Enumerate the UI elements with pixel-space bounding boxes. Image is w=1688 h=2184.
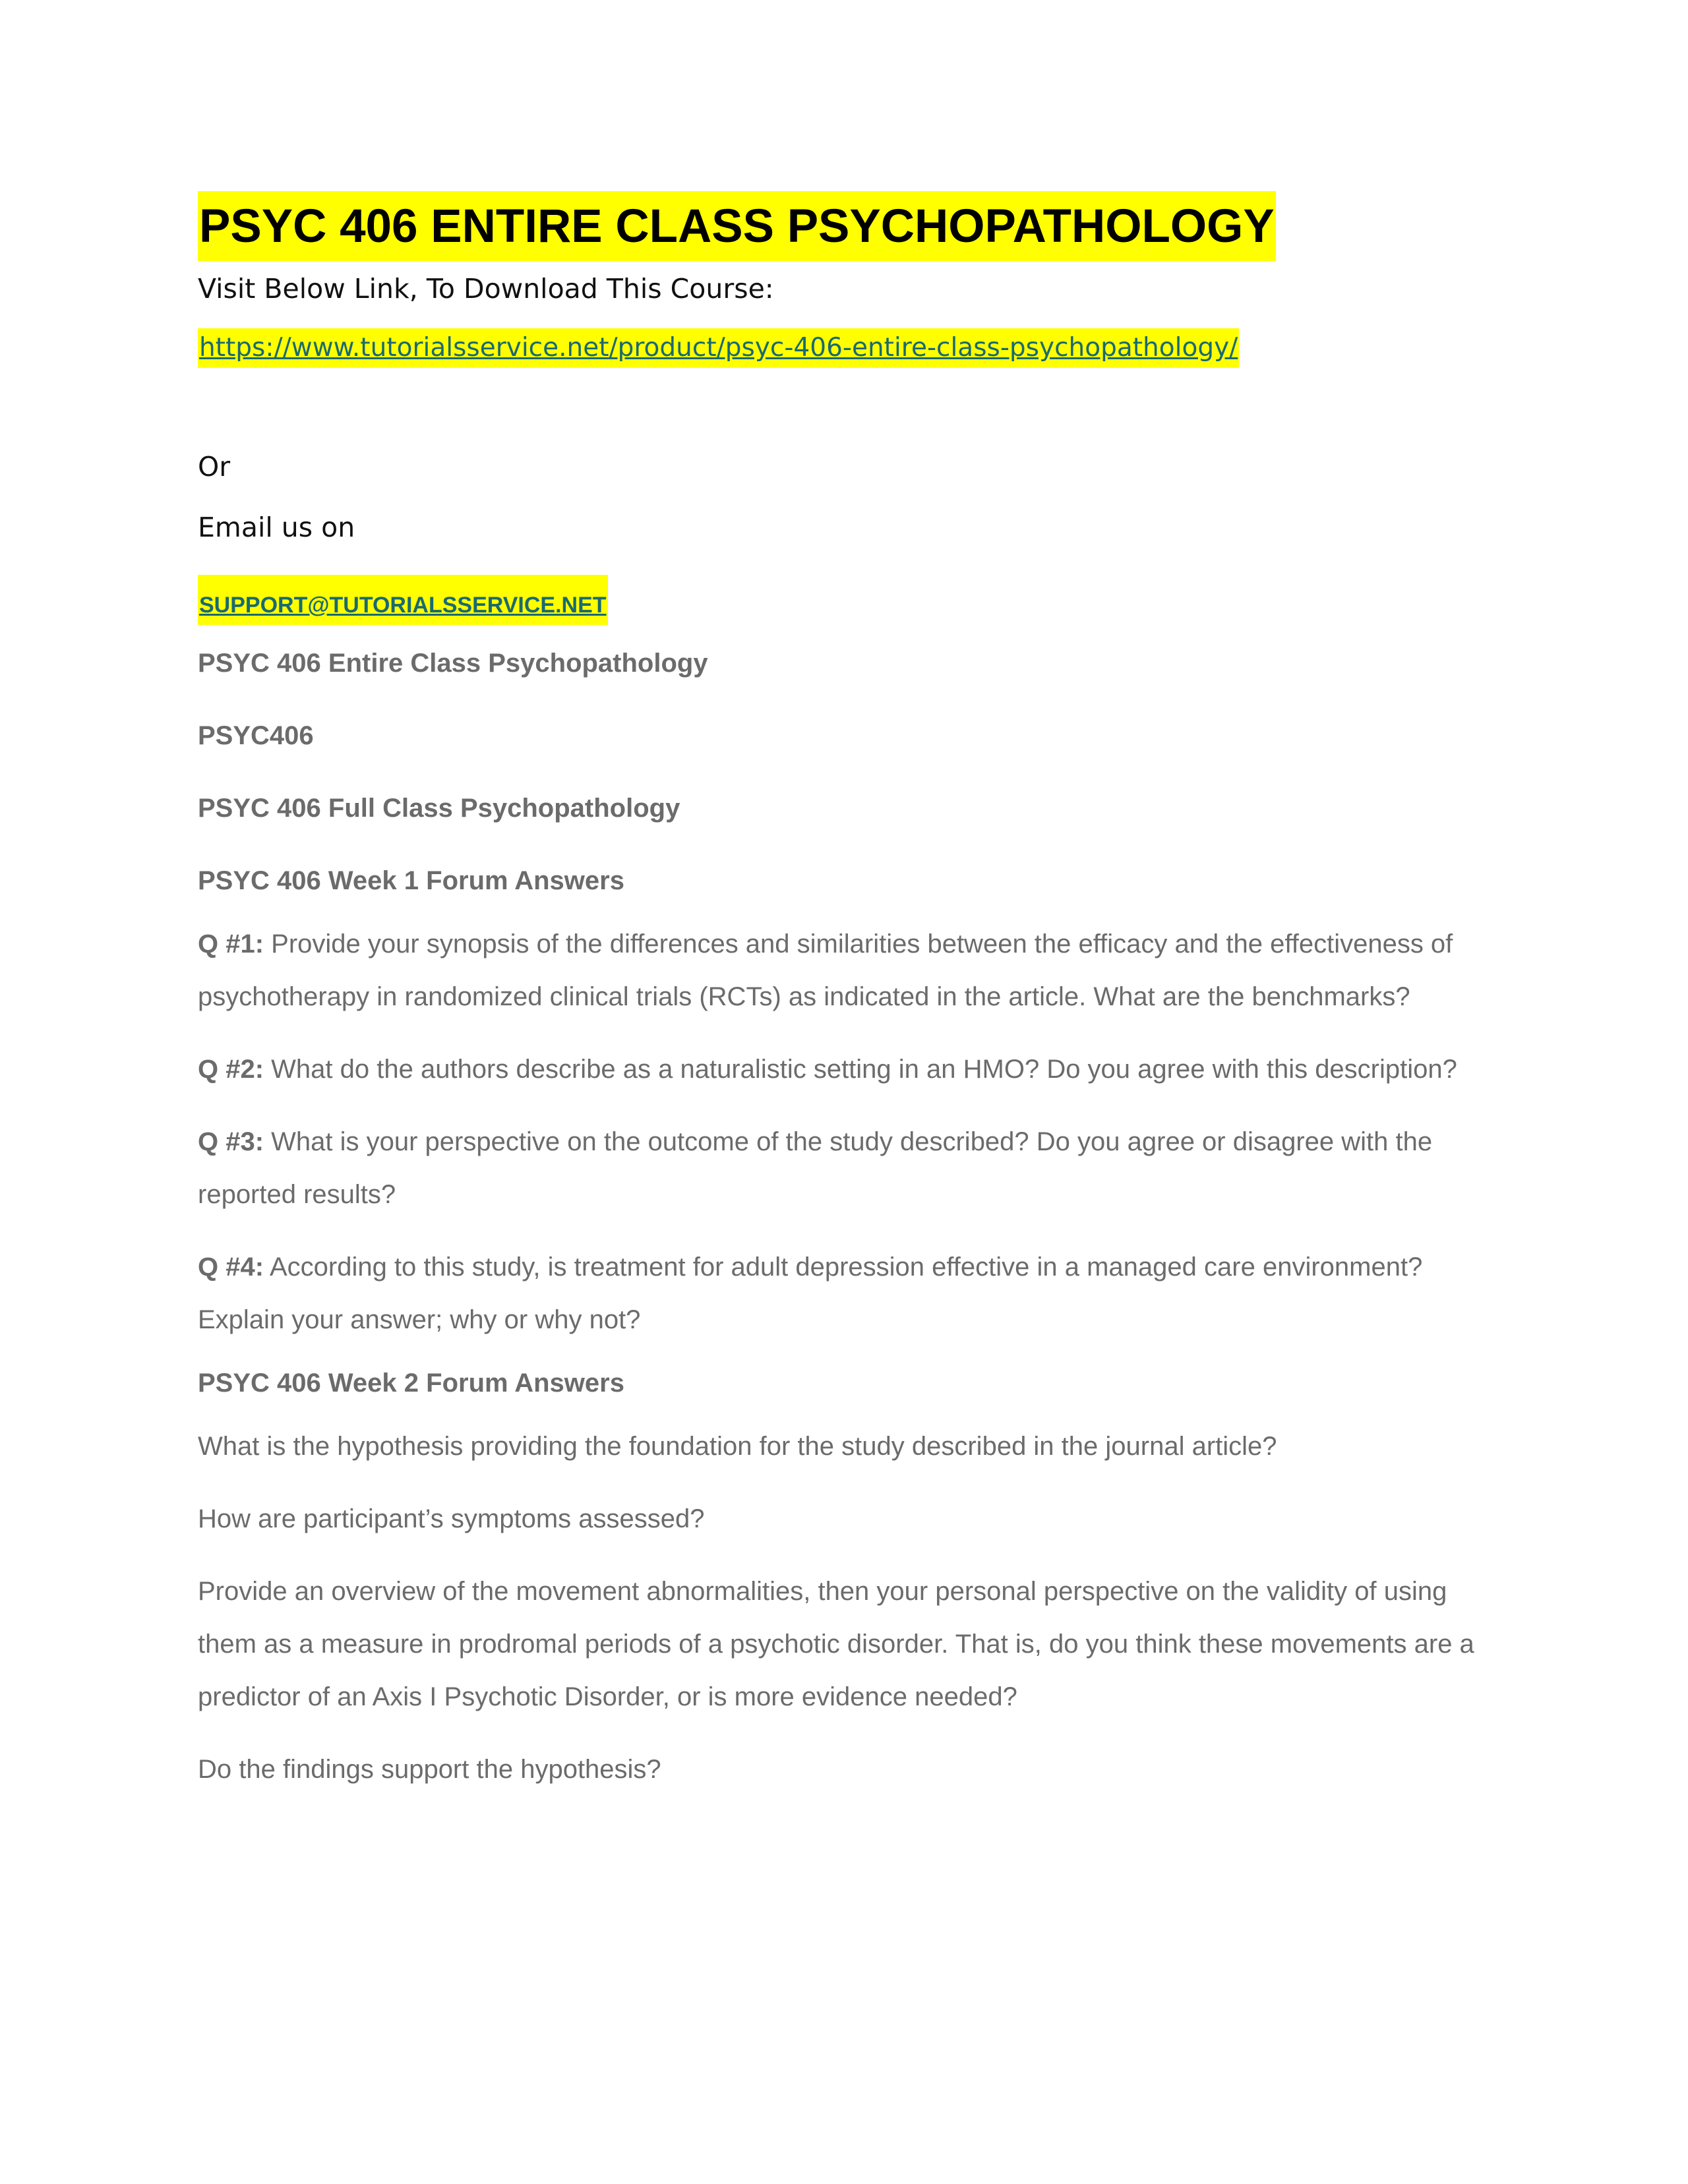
heading-full-class: PSYC 406 Full Class Psychopathology bbox=[198, 794, 680, 823]
week2-question-1: What is the hypothesis providing the foundation for the study described in the journal article? bbox=[198, 1432, 1277, 1461]
heading-week-2: PSYC 406 Week 2 Forum Answers bbox=[198, 1369, 624, 1398]
question-label: Q #1: bbox=[198, 930, 264, 959]
question-text: What do the authors describe as a naturalistic setting in an HMO? Do you agree with this description? bbox=[264, 1055, 1457, 1084]
week1-question-1 bbox=[198, 918, 1503, 1023]
document-content bbox=[198, 191, 1503, 1796]
week2-question-3: Provide an overview of the movement abnormalities, then your personal perspective on the validity of using them as a measure in prodromal periods of a psychotic disorder. That is, do you think these movements are a predictor of an Axis I Psychotic Disorder, or is more evidence needed? bbox=[198, 1577, 1474, 1711]
heading-entire-class: PSYC 406 Entire Class Psychopathology bbox=[198, 649, 708, 678]
email-us-text: Email us on bbox=[198, 512, 355, 543]
question-text: According to this study, is treatment for adult depression effective in a managed care environment? Explain your answer; why or why not? bbox=[198, 1253, 1423, 1334]
question-text: Provide your synopsis of the differences and similarities between the efficacy and the effectiveness of psychotherapy in randomized clinical trials (RCTs) as indicated in the article. What are the benchmarks? bbox=[198, 930, 1453, 1011]
support-email-link[interactable]: SUPPORT@TUTORIALSSERVICE.NET bbox=[198, 575, 608, 625]
document-title: PSYC 406 ENTIRE CLASS PSYCHOPATHOLOGY bbox=[198, 191, 1276, 261]
visit-text: Visit Below Link, To Download This Course: bbox=[198, 273, 774, 305]
week1-question-2 bbox=[198, 1043, 1503, 1096]
question-label: Q #4: bbox=[198, 1253, 264, 1282]
question-label: Q #3: bbox=[198, 1127, 264, 1156]
week2-question-4: Do the findings support the hypothesis? bbox=[198, 1755, 661, 1784]
week1-question-4 bbox=[198, 1241, 1503, 1346]
heading-course-code: PSYC406 bbox=[198, 721, 314, 750]
link-row bbox=[198, 328, 1503, 368]
question-label: Q #2: bbox=[198, 1055, 264, 1084]
question-text: What is your perspective on the outcome of the study described? Do you agree or disagree with the reported results? bbox=[198, 1127, 1433, 1209]
week2-question-2: How are participant’s symptoms assessed? bbox=[198, 1504, 705, 1533]
or-text: Or bbox=[198, 451, 231, 483]
week1-question-3 bbox=[198, 1115, 1503, 1221]
title-row bbox=[198, 191, 1503, 261]
email-row bbox=[198, 575, 1503, 625]
course-link[interactable]: https://www.tutorialsservice.net/product/psyc-406-entire-class-psychopathology/ bbox=[198, 328, 1239, 368]
heading-week-1: PSYC 406 Week 1 Forum Answers bbox=[198, 866, 624, 895]
